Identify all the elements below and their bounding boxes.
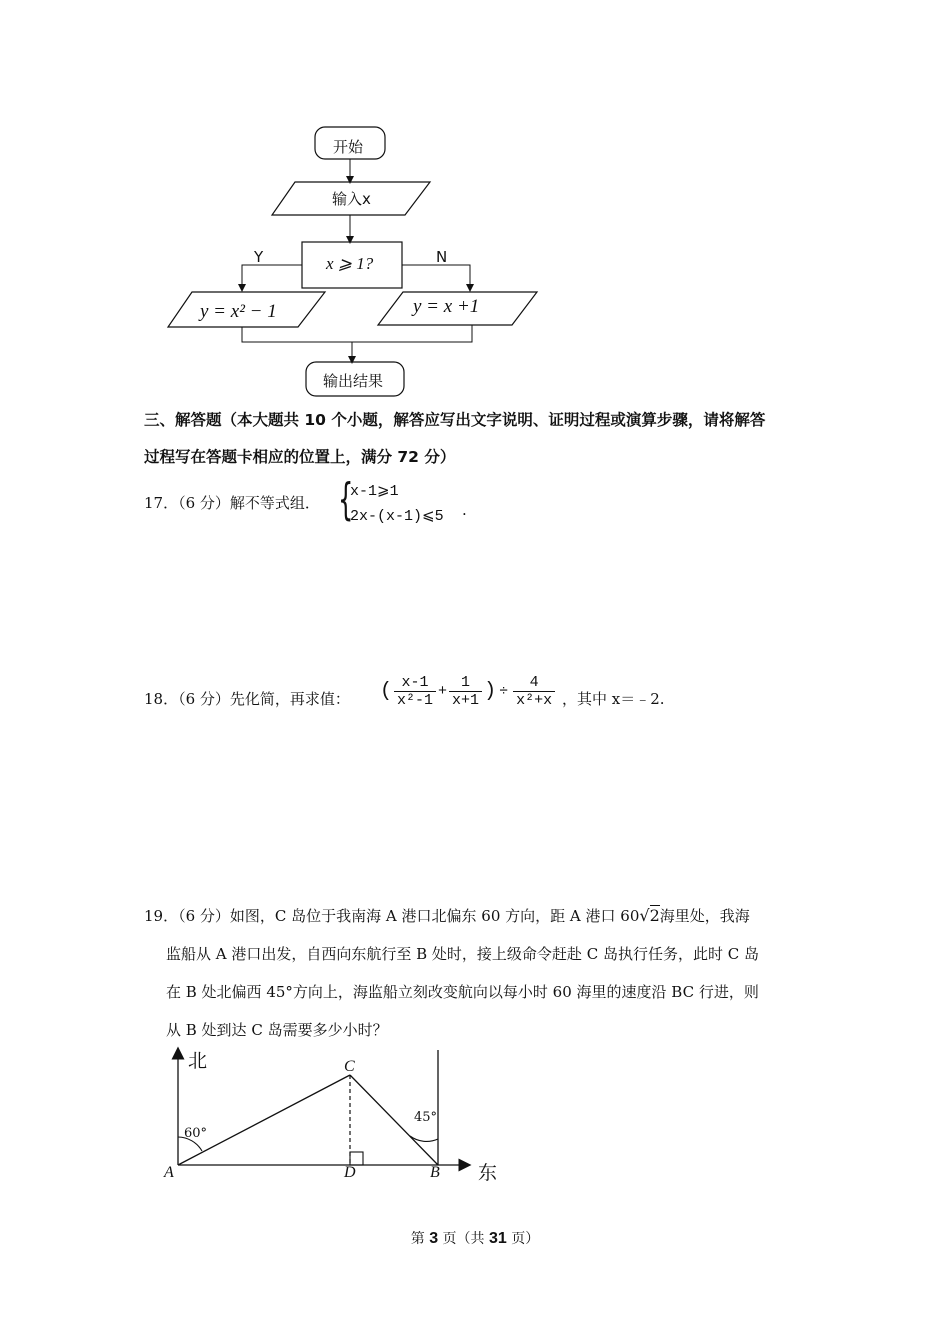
footer-pre: 第	[410, 1231, 425, 1247]
q17-brace: {	[338, 474, 354, 525]
q19-line1-a: 19．（6 分）如图，C 岛位于我南海 A 港口北偏东 60 方向，距 A 港口 60	[144, 907, 640, 925]
flow-no-label: N	[436, 248, 448, 266]
q17-line1: x-1⩾1	[350, 483, 399, 500]
q18-f1-num: x-1	[394, 674, 436, 692]
q17-suffix: .	[462, 501, 467, 519]
label-b: B	[430, 1164, 440, 1181]
q18-suffix: ，其中 x＝﹣2.	[562, 690, 665, 708]
footer-post: 页）	[511, 1231, 540, 1247]
page-footer	[0, 1228, 950, 1248]
flow-output-label: 输出结果	[323, 372, 384, 390]
flow-left-formula: y = x² − 1	[200, 301, 277, 322]
label-d: D	[344, 1164, 356, 1181]
q18-frac3	[513, 674, 555, 709]
label-a: A	[164, 1164, 174, 1181]
flow-yes-label: Y	[254, 248, 264, 266]
q18-frac2	[449, 674, 482, 709]
q18-expression: ( $\frac{x-1}{\text{x²-1}}$ + $\frac{1}{x+1}$ ) ÷ $\frac{4}{\text{x²+x}}$	[380, 674, 557, 709]
q19-line4: 从 B 处到达 C 岛需要多少小时？	[166, 1021, 388, 1039]
flow-right-formula: y = x +1	[413, 296, 480, 317]
q18-f1-den: x²-1	[397, 692, 434, 709]
flow-input-label: 输入x	[332, 190, 371, 208]
footer-page-number: 3	[429, 1230, 439, 1247]
q19-line1-b: 海里处，我海	[659, 907, 750, 925]
footer-total-pages: 31	[489, 1230, 507, 1247]
label-east: 东	[478, 1162, 498, 1184]
q18-frac1	[394, 674, 436, 709]
label-angle-45: 45°	[414, 1110, 438, 1125]
flow-condition-label: x ⩾ 1?	[326, 254, 374, 273]
q18-f2-num: 1	[449, 674, 482, 692]
section-heading-line1: 三、解答题（本大题共 10 个小题，解答应写出文字说明、证明过程或演算步骤，请将解答	[144, 411, 766, 429]
q17-line2: 2x-(x-1)⩽5	[350, 508, 444, 525]
q18-f3-den: x²+x	[516, 692, 553, 709]
label-north: 北	[188, 1050, 208, 1072]
label-c: C	[344, 1058, 355, 1075]
q18-prefix: 18．（6 分）先化简，再求值：	[144, 690, 350, 708]
section-heading-line2: 过程写在答题卡相应的位置上，满分 72 分）	[144, 448, 456, 466]
q19-line2: 监船从 A 港口出发，自西向东航行至 B 处时，接上级命令赶赴 C 岛执行任务，此时 C 岛	[166, 945, 759, 963]
segment-ac	[178, 1075, 350, 1165]
q19-line1	[144, 897, 750, 935]
label-angle-60: 60°	[184, 1126, 208, 1141]
flow-start-label: 开始	[333, 138, 364, 156]
q19-diagram	[160, 1045, 510, 1190]
q17-prefix: 17．（6 分）解不等式组．	[144, 494, 320, 512]
q19-line3: 在 B 处北偏西 45°方向上，海监船立刻改变航向以每小时 60 海里的速度沿 BC 行进，则	[166, 983, 759, 1001]
q17-system	[338, 474, 478, 531]
footer-mid: 页（共	[442, 1231, 485, 1247]
q18-f2-den: x+1	[452, 692, 480, 709]
q18-f3-num: 4	[513, 674, 555, 692]
q19-sqrt: √2	[639, 906, 660, 925]
